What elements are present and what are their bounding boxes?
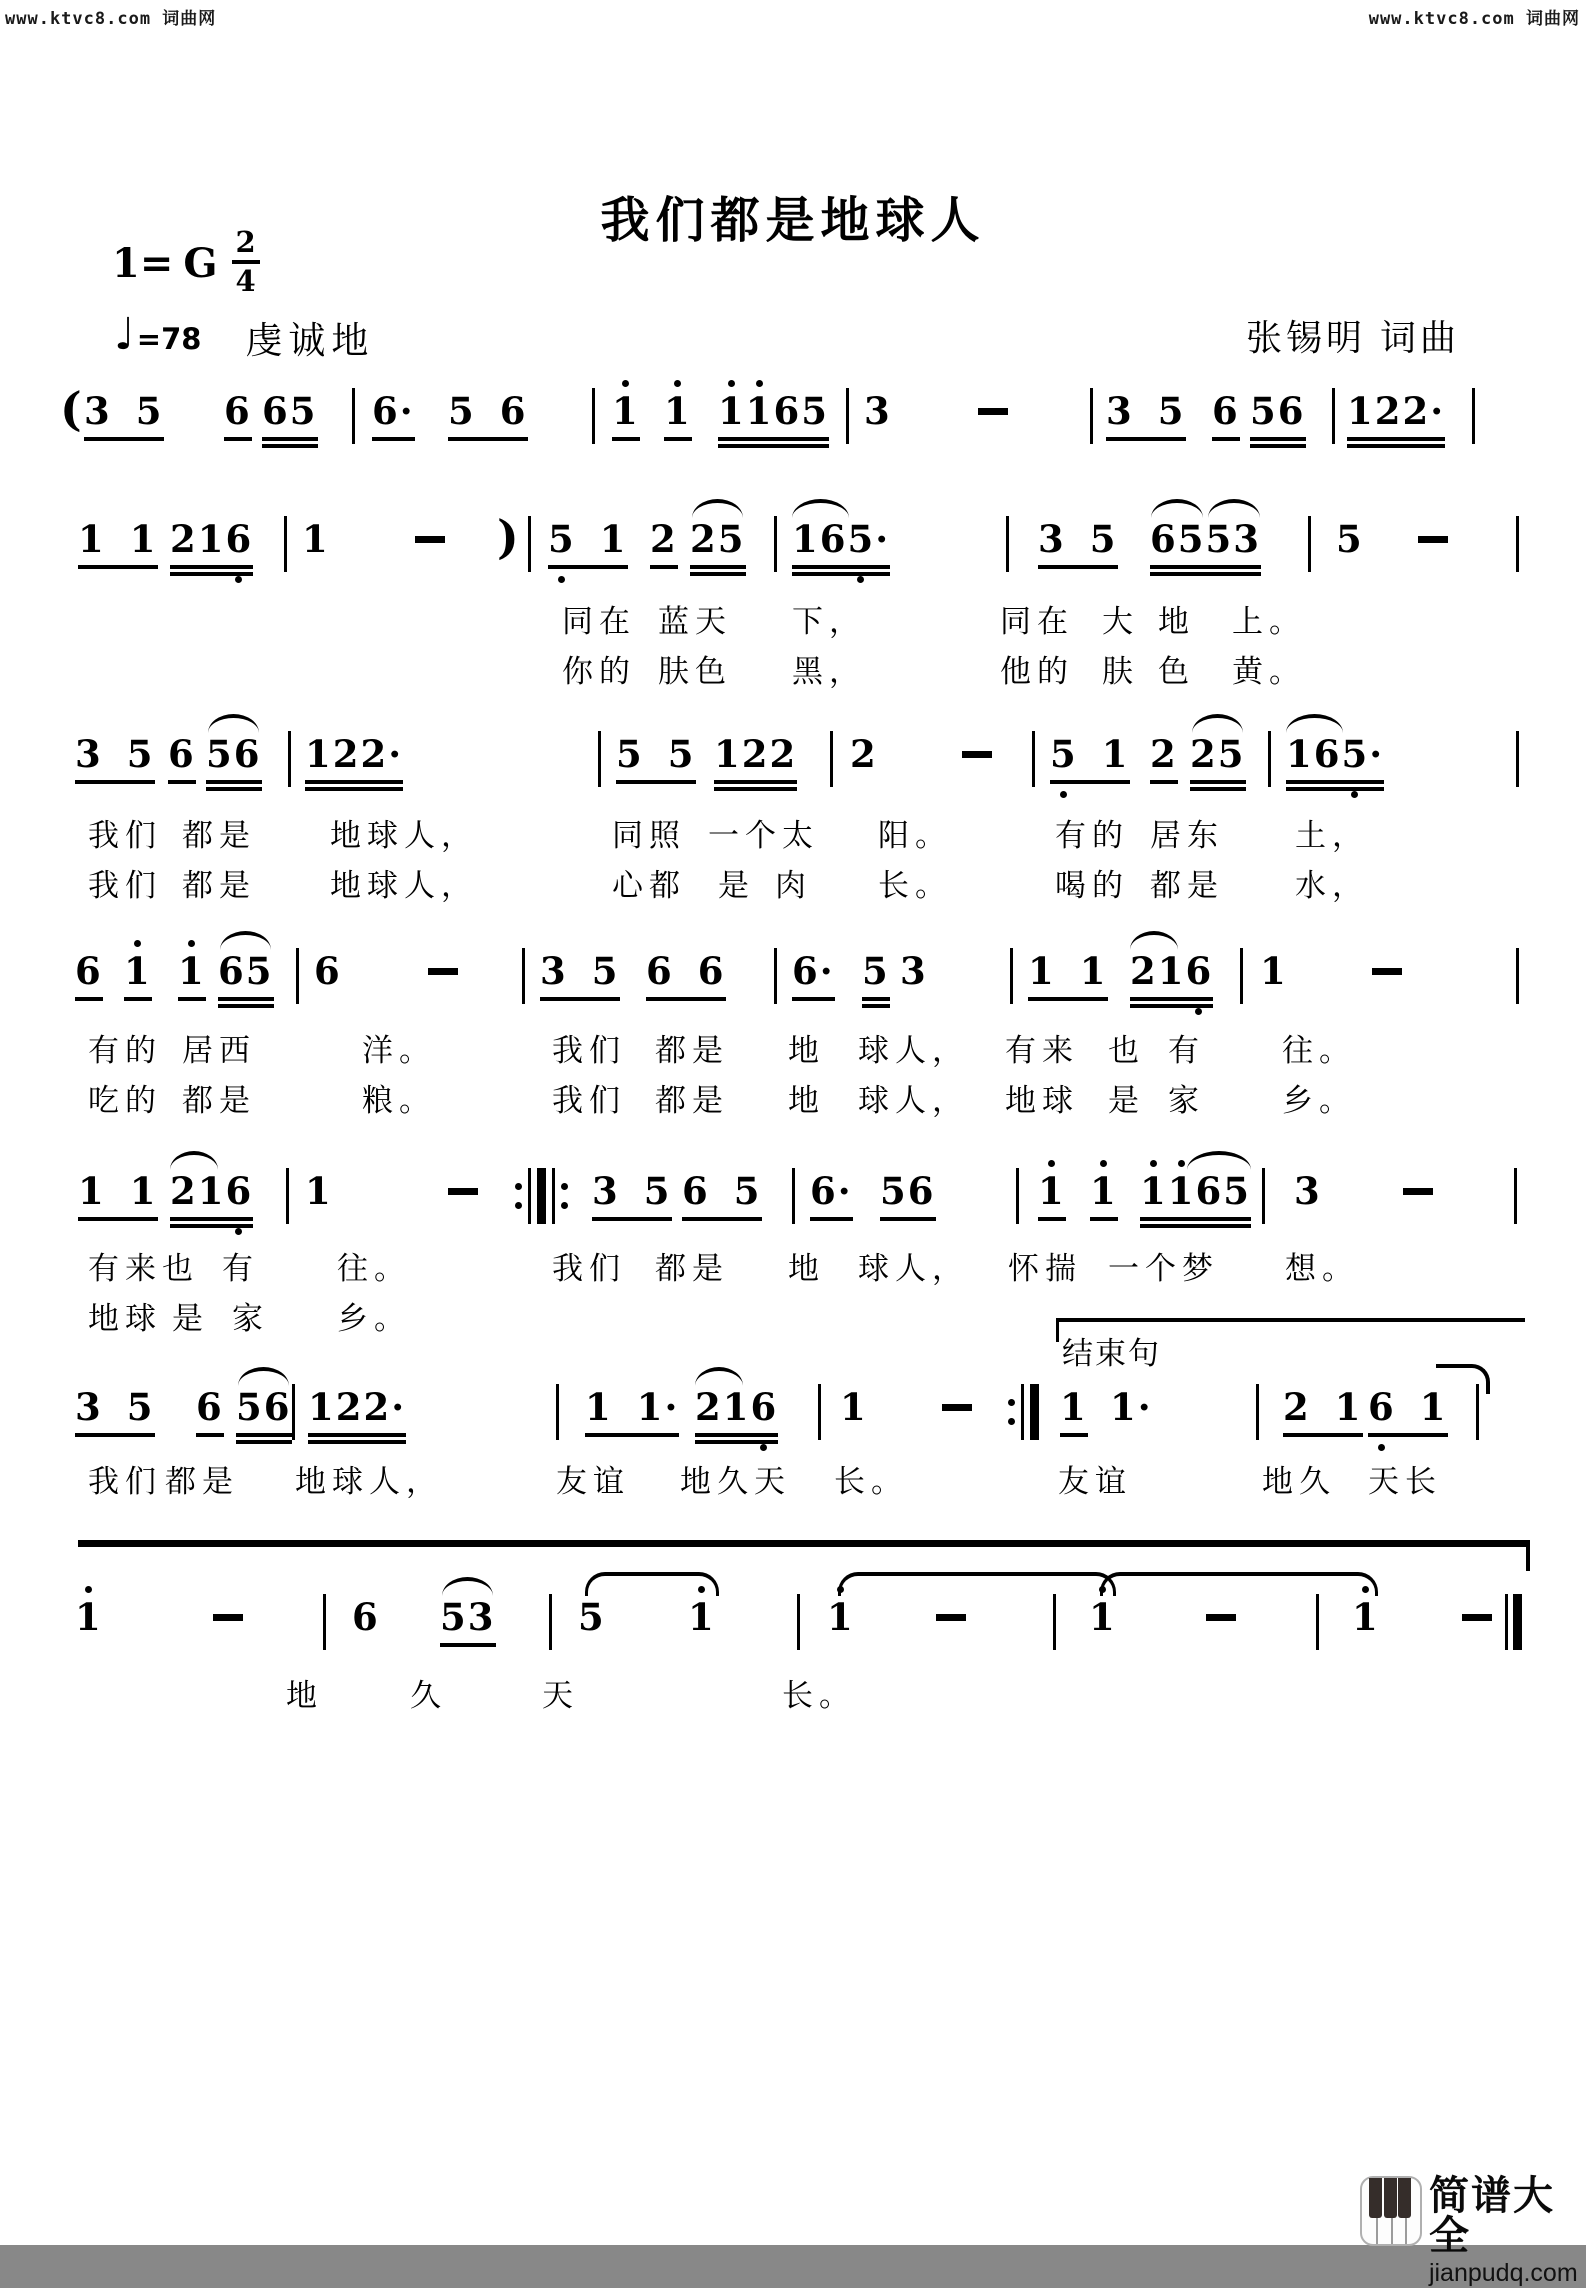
sustain-dash — [415, 536, 445, 543]
sustain-dash — [448, 1188, 478, 1195]
barline — [1516, 948, 1519, 1004]
lyric-syllable: 天 — [542, 1678, 579, 1713]
lyric-syllable: 有来 — [1005, 1033, 1079, 1068]
barline — [352, 388, 355, 444]
barline — [1256, 1384, 1259, 1440]
lyric-syllable: 下， — [792, 604, 866, 639]
note-group: 1 — [305, 1169, 333, 1213]
note-group: 6 — [168, 735, 196, 784]
ending-label: 结束句 — [1062, 1336, 1161, 1371]
note-group: 1 — [1038, 1172, 1066, 1221]
slur-arc — [220, 931, 271, 950]
lyric-syllable: 居西 — [182, 1033, 256, 1068]
barline — [292, 1384, 295, 1440]
barline — [598, 731, 601, 787]
note-group: 1 — [1060, 1388, 1088, 1437]
lyric-syllable: 我们 — [552, 1033, 626, 1068]
barline — [1472, 388, 1475, 444]
barline — [1032, 731, 1035, 787]
lyric-syllable: 同在 — [1000, 604, 1074, 639]
slur-arc — [692, 499, 743, 518]
lyric-syllable: 黑， — [792, 654, 866, 689]
site-logo — [1360, 2176, 1586, 2288]
logo-url: jianpudq.com — [1428, 2259, 1578, 2287]
note-group: 1 — [840, 1385, 868, 1429]
logo-name: 简谱大全 — [1428, 2174, 1555, 2258]
note-group: 3 5 — [75, 1388, 155, 1437]
lyric-syllable: 我们 — [88, 868, 162, 903]
note-group: 1 — [688, 1595, 716, 1639]
barline — [288, 731, 291, 787]
sustain-dash — [213, 1614, 243, 1621]
note-group: 56 — [206, 735, 262, 784]
note-group: 3 — [1294, 1169, 1322, 1213]
note-group: 165· — [1286, 735, 1384, 784]
barline — [1476, 1384, 1479, 1440]
slur-arc — [1130, 931, 1178, 950]
note-group: 3 5 — [84, 392, 164, 441]
lyric-syllable: 大 — [1102, 604, 1139, 639]
note-group: 1 — [1089, 1595, 1117, 1639]
lyric-syllable: 地球人， — [295, 1464, 443, 1499]
note-group: 165· — [792, 520, 890, 569]
note-group: 6 6 — [646, 952, 726, 1001]
slur-arc — [792, 499, 849, 518]
lyric-syllable: 我们 — [88, 818, 162, 853]
note-group: 216 — [170, 1172, 253, 1221]
barline — [1316, 1594, 1319, 1650]
time-signature — [232, 225, 260, 298]
lyric-syllable: 有的 — [1055, 818, 1129, 853]
barline — [1516, 731, 1519, 787]
note-group: 122· — [1347, 392, 1445, 441]
lyric-syllable: 我们 — [88, 1464, 162, 1499]
note-group: 2 1 — [1283, 1388, 1363, 1437]
note-group: 1165 — [1140, 1172, 1251, 1221]
note-group: 6 5 — [682, 1172, 762, 1221]
lyric-syllable: 土， — [1295, 818, 1369, 853]
lyric-syllable: 蓝天 — [658, 604, 732, 639]
barline — [1053, 1594, 1056, 1650]
note-group: 3 5 — [1038, 520, 1118, 569]
lyric-syllable: 长。 — [782, 1678, 856, 1713]
lyric-syllable: 一个梦 — [1108, 1251, 1219, 1286]
lyric-syllable: 友谊 — [556, 1464, 630, 1499]
note-group: 5 5 — [616, 735, 696, 784]
lyric-syllable: 往。 — [1282, 1033, 1356, 1068]
lyric-syllable: 洋。 — [362, 1033, 436, 1068]
note-group: 6 — [1212, 392, 1240, 441]
barline — [1516, 516, 1519, 572]
barline — [818, 1384, 821, 1440]
lyric-syllable: 阳。 — [878, 818, 952, 853]
lyric-syllable: 同在 — [562, 604, 636, 639]
note-group: 1 — [612, 392, 640, 441]
note-group: 1 — [827, 1595, 855, 1639]
note-group: 65 — [262, 392, 318, 441]
slur-arc — [170, 1151, 218, 1170]
note-group: 1 — [302, 517, 330, 561]
slur-arc — [1286, 714, 1343, 733]
song-title: 我们都是地球人 — [600, 191, 986, 249]
barline — [296, 948, 299, 1004]
sustain-dash — [1372, 968, 1402, 975]
note-group: 1 — [124, 952, 152, 1001]
slur-arc — [442, 1577, 493, 1596]
barline — [792, 1168, 795, 1224]
note-group: 1 1 — [78, 1172, 158, 1221]
lyric-syllable: 有的 — [88, 1033, 162, 1068]
lyric-syllable: 地球人， — [330, 818, 478, 853]
note-group: 1 1· — [585, 1388, 679, 1437]
lyric-syllable: 是 — [172, 1301, 209, 1336]
lyric-syllable: 地 — [286, 1678, 323, 1713]
lyric-syllable: 地 — [788, 1033, 825, 1068]
lyric-syllable: 有 — [222, 1251, 259, 1286]
note-group: 122· — [305, 735, 403, 784]
tie-continuation-line — [78, 1540, 1530, 1571]
logo-text — [1429, 2176, 1586, 2288]
lyric-syllable: 都是 — [1150, 868, 1224, 903]
lyric-syllable: 长。 — [834, 1464, 908, 1499]
lyric-syllable: 久 — [410, 1678, 447, 1713]
barline — [830, 731, 833, 787]
barline — [1268, 731, 1271, 787]
slur-arc — [1208, 499, 1260, 518]
note-group: 1 — [1260, 949, 1288, 993]
lyric-syllable: 喝的 — [1055, 868, 1129, 903]
note-group: 1165 — [718, 392, 829, 441]
lyric-syllable: 都是 — [182, 868, 256, 903]
intro-paren: ) — [497, 510, 519, 564]
barline — [1332, 388, 1335, 444]
sustain-dash — [1206, 1614, 1236, 1621]
lyric-syllable: 地 — [788, 1083, 825, 1118]
quarter-note-icon: ♩ — [114, 309, 135, 360]
tie-arc — [585, 1572, 719, 1596]
slur-arc — [1151, 499, 1203, 518]
lyric-syllable: 都是 — [165, 1464, 239, 1499]
barline — [797, 1594, 800, 1650]
note-group: 1 1 — [78, 520, 158, 569]
note-group: 6· — [810, 1172, 853, 1221]
note-group: 3 5 — [1106, 392, 1186, 441]
lyric-syllable: 我们 — [552, 1083, 626, 1118]
note-group: 5 — [1336, 517, 1364, 561]
barline — [528, 516, 531, 572]
barline — [774, 516, 777, 572]
note-group: 5 1 — [1050, 735, 1130, 784]
lyric-syllable: 家 — [1168, 1083, 1205, 1118]
note-group: 1 1 — [1028, 952, 1108, 1001]
composer-credit: 张锡明 词曲 — [1246, 317, 1461, 358]
repeat-sign-both — [515, 1168, 568, 1224]
note-group: 6 — [75, 952, 103, 1001]
lyric-syllable: 地 — [788, 1251, 825, 1286]
note-group: 1 — [1090, 1172, 1118, 1221]
note-group: 1· — [1110, 1385, 1153, 1429]
slur-arc — [208, 714, 259, 733]
note-group: 1 — [75, 1595, 103, 1639]
tempo-value: =78 — [136, 322, 202, 356]
lyric-syllable: 肤 — [1102, 654, 1139, 689]
note-group: 1 — [178, 952, 206, 1001]
sustain-dash — [1418, 536, 1448, 543]
lyric-syllable: 我们 — [552, 1251, 626, 1286]
note-group: 216 — [170, 520, 253, 569]
lyric-syllable: 也 — [1108, 1033, 1145, 1068]
barline — [286, 1168, 289, 1224]
lyric-syllable: 有来 — [88, 1251, 162, 1286]
sustain-dash — [428, 968, 458, 975]
lyric-syllable: 上。 — [1232, 604, 1306, 639]
lyric-syllable: 肤色 — [658, 654, 732, 689]
note-group: 3 5 — [592, 1172, 672, 1221]
note-group: 6 — [352, 1595, 380, 1639]
note-group: 25 — [1190, 735, 1246, 784]
note-group: 56 — [236, 1388, 292, 1437]
note-group: 3 — [864, 389, 892, 433]
sustain-dash — [936, 1614, 966, 1621]
tempo-expression: 虔诚地 — [245, 320, 375, 361]
lyric-syllable: 地球人， — [330, 868, 478, 903]
lyric-syllable: 都是 — [655, 1083, 729, 1118]
lyric-syllable: 地球 — [1005, 1083, 1079, 1118]
barline — [1010, 948, 1013, 1004]
lyric-syllable: 肉 — [775, 868, 812, 903]
key-signature — [112, 225, 260, 298]
lyric-syllable: 色 — [1158, 654, 1195, 689]
note-group: 122· — [308, 1388, 406, 1437]
note-group: 6553 — [1150, 520, 1261, 569]
sustain-dash — [962, 751, 992, 758]
lyric-syllable: 乡。 — [1282, 1083, 1356, 1118]
lyric-syllable: 都是 — [182, 1083, 256, 1118]
note-group: 2 — [1150, 735, 1178, 784]
sustain-dash — [978, 408, 1008, 415]
barline — [1006, 516, 1009, 572]
lyric-syllable: 是 — [1108, 1083, 1145, 1118]
watermark-top-right: www.ktvc8.com 词曲网 — [1368, 9, 1580, 29]
note-group: 6 — [196, 1388, 224, 1437]
lyric-syllable: 有 — [1168, 1033, 1205, 1068]
lyric-syllable: 地久 — [1262, 1464, 1336, 1499]
note-group: 56 — [880, 1172, 936, 1221]
lyric-syllable: 一个太 — [708, 818, 819, 853]
barline — [549, 1594, 552, 1650]
tie-arc — [1100, 1572, 1378, 1596]
intro-paren: ( — [60, 382, 82, 436]
barline — [1016, 1168, 1019, 1224]
barline — [1090, 388, 1093, 444]
barline — [1240, 948, 1243, 1004]
lyric-syllable: 都是 — [182, 818, 256, 853]
note-group: 25 — [690, 520, 746, 569]
lyric-syllable: 怀揣 — [1008, 1251, 1082, 1286]
lyric-syllable: 地 — [1158, 604, 1195, 639]
lyric-syllable: 天长 — [1368, 1464, 1442, 1499]
lyric-syllable: 居东 — [1150, 818, 1224, 853]
time-denominator: 4 — [235, 264, 256, 298]
note-group: 2 — [850, 732, 878, 776]
barline — [774, 948, 777, 1004]
tie-arc — [838, 1572, 1116, 1596]
lyric-syllable: 同照 — [612, 818, 686, 853]
slur-arc — [1187, 1151, 1251, 1170]
final-barline — [1505, 1594, 1522, 1650]
slur-arc — [238, 1367, 289, 1386]
barline — [846, 388, 849, 444]
note-group: 6 1 — [1368, 1388, 1448, 1437]
lyric-syllable: 想。 — [1285, 1251, 1359, 1286]
note-group: 1 — [664, 392, 692, 441]
barline — [592, 388, 595, 444]
note-group: 2 — [650, 520, 678, 569]
note-group: 1 — [1352, 1595, 1380, 1639]
lyric-syllable: 也 — [162, 1251, 199, 1286]
lyric-syllable: 都是 — [655, 1033, 729, 1068]
barline — [323, 1594, 326, 1650]
note-group: 53 — [440, 1598, 496, 1647]
barline — [1262, 1168, 1265, 1224]
lyric-syllable: 球人， — [858, 1251, 969, 1286]
note-group: 3 5 — [540, 952, 620, 1001]
key-letter: G — [183, 240, 218, 287]
note-group: 3 — [900, 949, 928, 993]
note-group: 6 — [224, 392, 252, 441]
barline — [522, 948, 525, 1004]
lyric-syllable: 球人， — [858, 1083, 969, 1118]
slur-arc — [695, 1367, 743, 1386]
sustain-dash — [942, 1404, 972, 1411]
lyric-syllable: 黄。 — [1232, 654, 1306, 689]
lyric-syllable: 地久天 — [680, 1464, 791, 1499]
barline — [284, 516, 287, 572]
note-group: 122 — [714, 735, 797, 784]
tie-corner — [1436, 1364, 1490, 1394]
sustain-dash — [1462, 1614, 1492, 1621]
note-group: 5 — [862, 952, 890, 1001]
lyric-syllable: 家 — [232, 1301, 269, 1336]
lyric-syllable: 地球 — [88, 1301, 162, 1336]
note-group: 65 — [218, 952, 274, 1001]
lyric-syllable: 友谊 — [1058, 1464, 1132, 1499]
tempo-marking — [114, 306, 374, 364]
note-group: 216 — [695, 1388, 778, 1437]
lyric-syllable: 粮。 — [362, 1083, 436, 1118]
lyric-syllable: 水， — [1295, 868, 1369, 903]
lyric-syllable: 心都 — [612, 868, 686, 903]
watermark-top-left: www.ktvc8.com 词曲网 — [5, 9, 217, 29]
lyric-syllable: 长。 — [878, 868, 952, 903]
time-numerator: 2 — [232, 228, 260, 264]
note-group: 6· — [792, 952, 835, 1001]
note-group: 5 6 — [448, 392, 528, 441]
repeat-sign-end — [1008, 1384, 1039, 1440]
lyric-syllable: 是 — [718, 868, 755, 903]
piano-keys-icon — [1360, 2176, 1422, 2246]
note-group: 5 1 — [548, 520, 628, 569]
note-group: 3 5 — [75, 735, 155, 784]
slur-arc — [1192, 714, 1243, 733]
note-group: 6· — [372, 392, 415, 441]
lyric-syllable: 球人， — [858, 1033, 969, 1068]
lyric-syllable: 吃的 — [88, 1083, 162, 1118]
note-group: 6 — [314, 949, 342, 993]
note-group: 5 — [578, 1595, 606, 1639]
lyric-syllable: 乡。 — [337, 1301, 411, 1336]
barline — [1308, 516, 1311, 572]
barline — [1514, 1168, 1517, 1224]
key-prefix: 1= — [112, 240, 174, 287]
note-group: 56 — [1250, 392, 1306, 441]
lyric-syllable: 往。 — [337, 1251, 411, 1286]
lyric-syllable: 都是 — [655, 1251, 729, 1286]
lyric-syllable: 他的 — [1000, 654, 1074, 689]
sustain-dash — [1403, 1188, 1433, 1195]
lyric-syllable: 你的 — [562, 654, 636, 689]
barline — [556, 1384, 559, 1440]
note-group: 216 — [1130, 952, 1213, 1001]
